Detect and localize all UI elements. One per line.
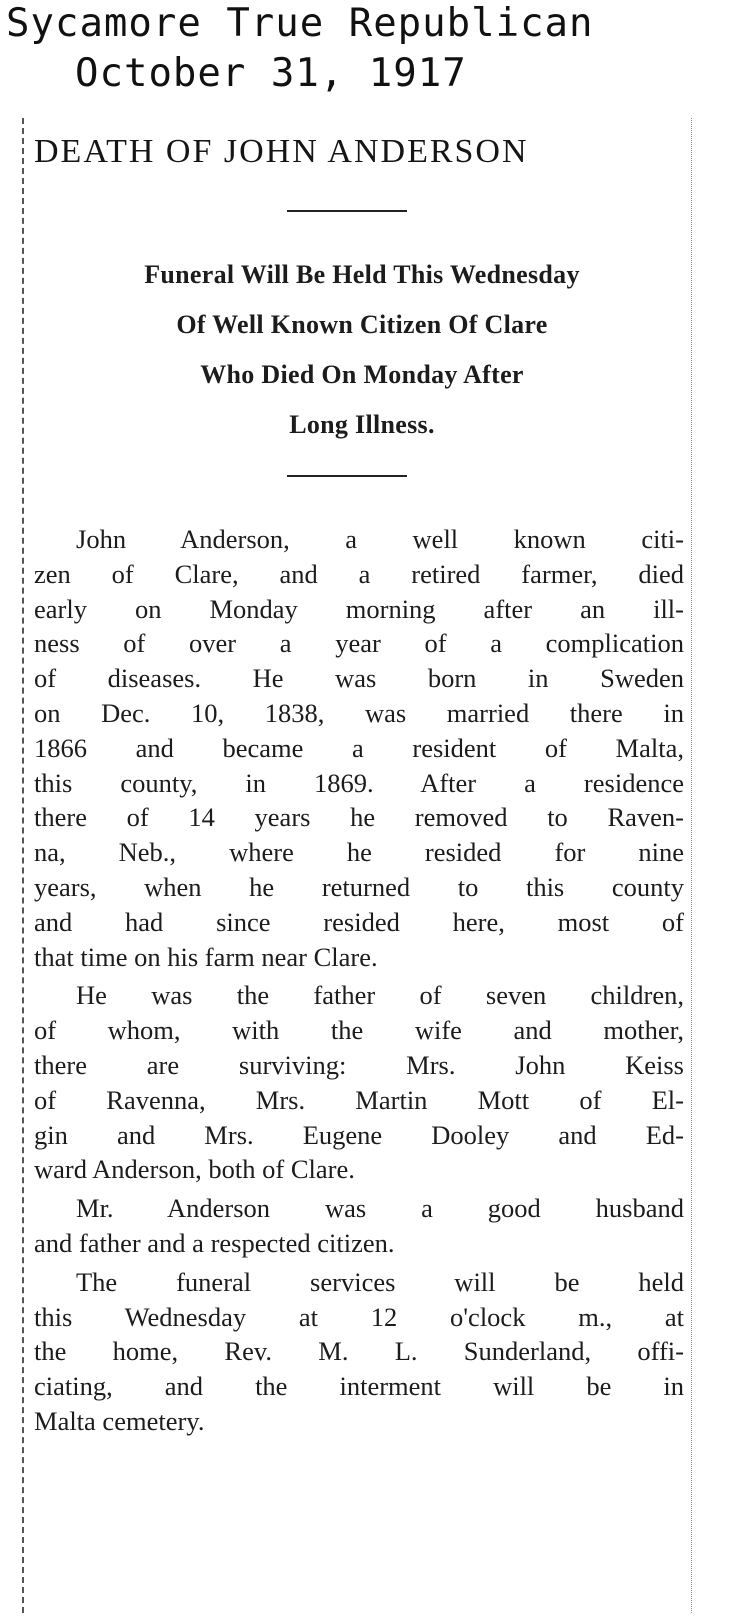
text-line: of diseases. He was born in Sweden — [34, 663, 684, 694]
text-line: early on Monday morning after an ill- — [34, 593, 684, 624]
headline-divider — [287, 210, 407, 212]
text-line: He was the father of seven children, — [76, 980, 684, 1011]
text-line: this Wednesday at 12 o'clock m., at — [34, 1301, 684, 1332]
newspaper-clipping — [22, 118, 692, 1613]
text-line: The funeral services will be held — [76, 1266, 684, 1297]
article-paragraph — [34, 1265, 684, 1439]
article-paragraph — [34, 978, 684, 1187]
text-line: gin and Mrs. Eugene Dooley and Ed- — [34, 1119, 684, 1150]
text-line: this county, in 1869. After a residence — [34, 767, 684, 798]
article-paragraph — [34, 522, 684, 974]
text-line: there are surviving: Mrs. John Keiss — [34, 1049, 684, 1080]
text-line: years, when he returned to this county — [34, 871, 684, 902]
text-line: that time on his farm near Clare. — [34, 941, 378, 972]
text-line: and father and a respected citizen. — [34, 1227, 395, 1258]
subhead-line: Of Well Known Citizen Of Clare — [176, 310, 548, 339]
text-line: Mr. Anderson was a good husband — [76, 1193, 684, 1224]
text-line: na, Neb., where he resided for nine — [34, 837, 684, 868]
article-paragraph — [34, 1191, 684, 1261]
text-line: of Ravenna, Mrs. Martin Mott of El- — [34, 1084, 684, 1115]
text-line: zen of Clare, and a retired farmer, died — [34, 558, 684, 589]
text-line: ciating, and the interment will be in — [34, 1371, 684, 1402]
publication-date: October 31, 1917 — [75, 51, 467, 96]
article-subhead — [32, 250, 692, 450]
text-line: John Anderson, a well known citi- — [76, 524, 684, 554]
text-line: and had since resided here, most of — [34, 906, 684, 937]
text-line: 1866 and became a resident of Malta, — [34, 732, 684, 763]
text-line: of whom, with the wife and mother, — [34, 1015, 684, 1046]
article-body — [34, 522, 684, 1439]
text-line: there of 14 years he removed to Raven- — [34, 802, 684, 833]
subhead-line: Who Died On Monday After — [200, 360, 524, 389]
text-line: the home, Rev. M. L. Sunderland, offi- — [34, 1336, 684, 1367]
subhead-line: Long Illness. — [289, 410, 435, 439]
article-headline: DEATH OF JOHN ANDERSON — [34, 133, 529, 170]
text-line: ness of over a year of a complication — [34, 628, 684, 659]
text-line: Malta cemetery. — [34, 1405, 205, 1436]
subhead-line: Funeral Will Be Held This Wednesday — [144, 260, 580, 289]
subhead-divider — [287, 475, 407, 477]
text-line: ward Anderson, both of Clare. — [34, 1154, 355, 1185]
publication-name: Sycamore True Republican — [6, 1, 594, 46]
text-line: on Dec. 10, 1838, was married there in — [34, 697, 684, 728]
